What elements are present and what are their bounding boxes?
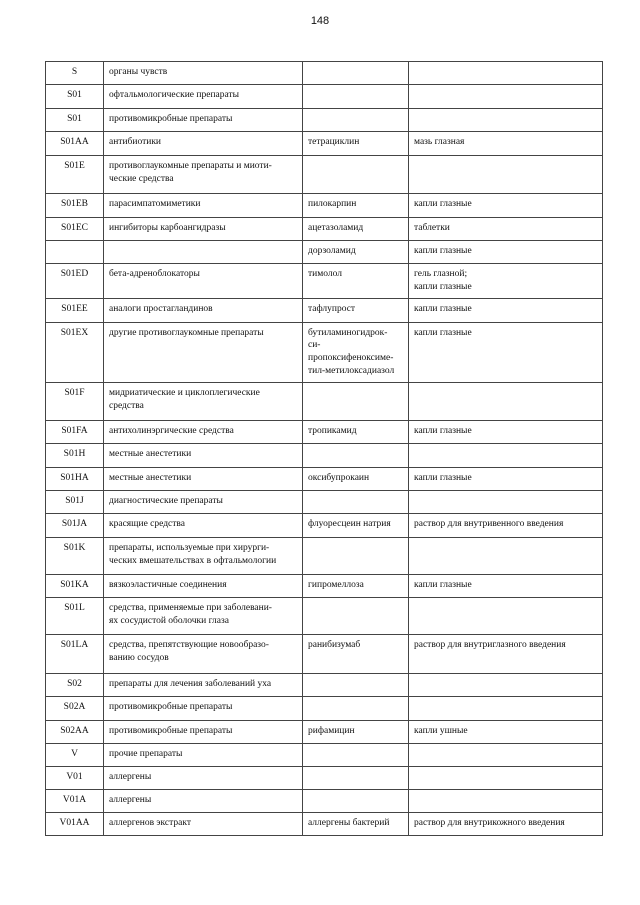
group-name-cell — [104, 241, 303, 264]
atc-code-cell: S01KA — [46, 574, 104, 597]
drug-name-cell: тетрациклин — [303, 132, 409, 156]
drug-name-cell — [303, 696, 409, 720]
atc-code-cell: S01L — [46, 597, 104, 634]
dosage-form-cell — [409, 673, 603, 696]
table-row — [46, 241, 603, 264]
group-name-cell: противомикробные препараты — [104, 720, 303, 743]
drug-name-cell: ацетазоламид — [303, 218, 409, 241]
drug-name-cell: тафлупрост — [303, 298, 409, 322]
dosage-form-cell: таблетки — [409, 218, 603, 241]
dosage-form-cell — [409, 789, 603, 812]
dosage-form-cell — [409, 597, 603, 634]
dosage-form-cell: гель глазной; капли глазные — [409, 264, 603, 299]
dosage-form-cell — [409, 109, 603, 132]
atc-code-cell: S01EE — [46, 298, 104, 322]
dosage-form-cell: раствор для внутриглазного введения — [409, 634, 603, 673]
drug-name-cell — [303, 443, 409, 467]
atc-code-cell: S01K — [46, 537, 104, 574]
group-name-cell: противомикробные препараты — [104, 696, 303, 720]
drug-name-cell: аллергены бактерий — [303, 812, 409, 835]
atc-code-cell: S01H — [46, 443, 104, 467]
atc-code-cell: S01E — [46, 156, 104, 194]
dosage-form-cell — [409, 743, 603, 766]
dosage-form-cell — [409, 766, 603, 789]
atc-code-cell: S01AA — [46, 132, 104, 156]
group-name-cell: прочие препараты — [104, 743, 303, 766]
group-name-cell: парасимпатомиметики — [104, 194, 303, 218]
table-body — [46, 62, 603, 836]
dosage-form-cell — [409, 62, 603, 85]
group-name-cell: препараты для лечения заболеваний уха — [104, 673, 303, 696]
dosage-form-cell — [409, 156, 603, 194]
group-name-cell: диагностические препараты — [104, 490, 303, 513]
drug-name-cell: дорзоламид — [303, 241, 409, 264]
table-row — [46, 673, 603, 696]
table-row — [46, 109, 603, 132]
dosage-form-cell: капли глазные — [409, 241, 603, 264]
table-row — [46, 789, 603, 812]
table-row — [46, 132, 603, 156]
table-row — [46, 62, 603, 85]
table-row — [46, 537, 603, 574]
dosage-form-cell: капли глазные — [409, 298, 603, 322]
drug-name-cell: пилокарпин — [303, 194, 409, 218]
drug-name-cell — [303, 673, 409, 696]
table-row — [46, 513, 603, 537]
table-row — [46, 194, 603, 218]
table-row — [46, 443, 603, 467]
dosage-form-cell: капли глазные — [409, 574, 603, 597]
group-name-cell: аллергены — [104, 766, 303, 789]
atc-code-cell: S01EB — [46, 194, 104, 218]
table-row — [46, 85, 603, 109]
atc-code-cell: V01AA — [46, 812, 104, 835]
drug-name-cell: рифамицин — [303, 720, 409, 743]
drug-name-cell — [303, 490, 409, 513]
dosage-form-cell: мазь глазная — [409, 132, 603, 156]
drug-name-cell — [303, 537, 409, 574]
group-name-cell: вязкоэластичные соединения — [104, 574, 303, 597]
drug-name-cell: тимолол — [303, 264, 409, 299]
atc-code-cell: S01J — [46, 490, 104, 513]
table-row — [46, 156, 603, 194]
drug-name-cell — [303, 766, 409, 789]
table-row — [46, 574, 603, 597]
group-name-cell: местные анестетики — [104, 443, 303, 467]
dosage-form-cell — [409, 490, 603, 513]
table-row — [46, 382, 603, 420]
dosage-form-cell: капли ушные — [409, 720, 603, 743]
drug-classification-table — [45, 61, 603, 836]
drug-name-cell: ранибизумаб — [303, 634, 409, 673]
drug-name-cell: оксибупрокаин — [303, 467, 409, 490]
drug-name-cell — [303, 62, 409, 85]
group-name-cell: местные анестетики — [104, 467, 303, 490]
group-name-cell: препараты, используемые при хирурги- ческих вмешательствах в офтальмологии — [104, 537, 303, 574]
drug-name-cell — [303, 85, 409, 109]
group-name-cell: ингибиторы карбоангидразы — [104, 218, 303, 241]
atc-code-cell: S02A — [46, 696, 104, 720]
atc-code-cell: S01EX — [46, 322, 104, 382]
table-row — [46, 420, 603, 443]
atc-code-cell: S01F — [46, 382, 104, 420]
drug-name-cell: флуоресцеин натрия — [303, 513, 409, 537]
table-row — [46, 812, 603, 835]
group-name-cell: средства, препятствующие новообразо- ванию сосудов — [104, 634, 303, 673]
drug-name-cell — [303, 156, 409, 194]
group-name-cell: средства, применяемые при заболевани- ях сосудистой оболочки глаза — [104, 597, 303, 634]
atc-code-cell: S01ED — [46, 264, 104, 299]
drug-name-cell: тропикамид — [303, 420, 409, 443]
table-row — [46, 743, 603, 766]
table-row — [46, 218, 603, 241]
group-name-cell: аллергенов экстракт — [104, 812, 303, 835]
atc-code-cell: S01LA — [46, 634, 104, 673]
dosage-form-cell: раствор для внутрикожного введения — [409, 812, 603, 835]
group-name-cell: органы чувств — [104, 62, 303, 85]
page-number: 148 — [310, 15, 330, 27]
table-row — [46, 696, 603, 720]
dosage-form-cell: капли глазные — [409, 420, 603, 443]
atc-code-cell: S01JA — [46, 513, 104, 537]
atc-code-cell: V — [46, 743, 104, 766]
group-name-cell: бета-адреноблокаторы — [104, 264, 303, 299]
atc-code-cell: S01 — [46, 85, 104, 109]
group-name-cell: мидриатические и циклоплегические средства — [104, 382, 303, 420]
drug-name-cell: бутиламиногидрок- си- пропоксифеноксиме- тил-метилоксадиазол — [303, 322, 409, 382]
table-row — [46, 720, 603, 743]
drug-name-cell — [303, 743, 409, 766]
drug-name-cell: гипромеллоза — [303, 574, 409, 597]
group-name-cell: противоглаукомные препараты и миоти- ческие средства — [104, 156, 303, 194]
group-name-cell: другие противоглаукомные препараты — [104, 322, 303, 382]
table-row — [46, 766, 603, 789]
dosage-form-cell — [409, 382, 603, 420]
group-name-cell: антихолинэргические средства — [104, 420, 303, 443]
group-name-cell: аллергены — [104, 789, 303, 812]
table-row — [46, 634, 603, 673]
table-row — [46, 264, 603, 299]
atc-code-cell: S01HA — [46, 467, 104, 490]
table-row — [46, 597, 603, 634]
atc-code-cell: S02 — [46, 673, 104, 696]
atc-code-cell: S01EC — [46, 218, 104, 241]
atc-code-cell: S01 — [46, 109, 104, 132]
group-name-cell: антибиотики — [104, 132, 303, 156]
dosage-form-cell — [409, 696, 603, 720]
dosage-form-cell: капли глазные — [409, 322, 603, 382]
atc-code-cell: S02AA — [46, 720, 104, 743]
drug-name-cell — [303, 109, 409, 132]
group-name-cell: противомикробные препараты — [104, 109, 303, 132]
atc-code-cell: S — [46, 62, 104, 85]
table-row — [46, 322, 603, 382]
dosage-form-cell — [409, 443, 603, 467]
dosage-form-cell — [409, 85, 603, 109]
group-name-cell: красящие средства — [104, 513, 303, 537]
dosage-form-cell: капли глазные — [409, 194, 603, 218]
drug-name-cell — [303, 597, 409, 634]
table-row — [46, 298, 603, 322]
atc-code-cell: V01 — [46, 766, 104, 789]
atc-code-cell: V01A — [46, 789, 104, 812]
table-row — [46, 467, 603, 490]
dosage-form-cell — [409, 537, 603, 574]
atc-code-cell — [46, 241, 104, 264]
dosage-form-cell: раствор для внутривенного введения — [409, 513, 603, 537]
drug-name-cell — [303, 789, 409, 812]
atc-code-cell: S01FA — [46, 420, 104, 443]
table-row — [46, 490, 603, 513]
group-name-cell: аналоги простагландинов — [104, 298, 303, 322]
dosage-form-cell: капли глазные — [409, 467, 603, 490]
group-name-cell: офтальмологические препараты — [104, 85, 303, 109]
drug-name-cell — [303, 382, 409, 420]
